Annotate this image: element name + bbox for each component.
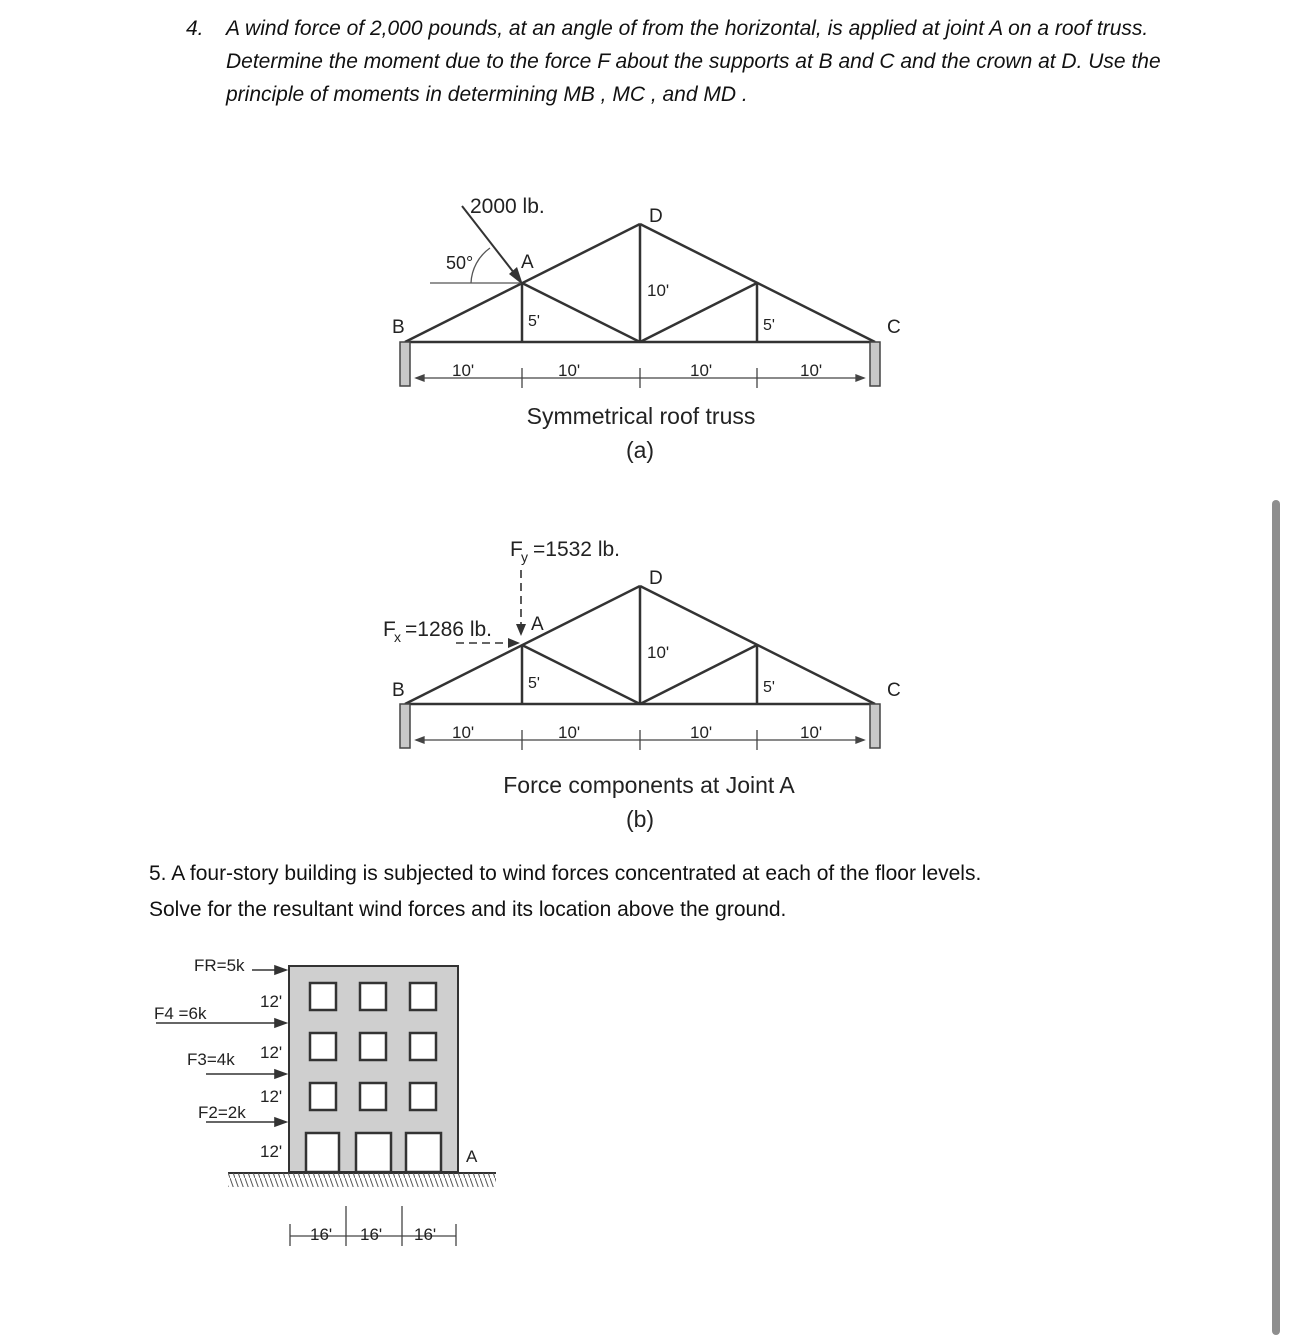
span-3-label: 10' (690, 361, 713, 380)
truss-figure-b (0, 480, 1290, 840)
problem-5-line-2: Solve for the resultant wind forces and its location above the ground. (149, 898, 787, 921)
fx-subscript: x (394, 629, 401, 645)
fy-symbol: F (510, 538, 523, 561)
height-5-left-label: 5' (528, 313, 540, 330)
story-3-label: 12' (260, 1087, 283, 1106)
joint-b-label-b: B (392, 680, 405, 701)
problem-5 (149, 856, 1149, 928)
height-5-right-label: 5' (763, 317, 775, 334)
problem-4-text: A wind force of 2,000 pounds, at an angle of from the horizontal, is applied at joint A on a roof truss. Determine the moment due to the force F about the supports at B and C and the crown at D. Use the principle of moments in determining MB , MC , and MD . (226, 17, 1161, 106)
joint-d-label-b: D (649, 568, 663, 589)
fy-subscript: y (521, 549, 528, 565)
caption-b: Force components at Joint A (503, 772, 795, 798)
joint-c-label-b: C (887, 680, 901, 701)
f2-label: F2=2k (198, 1103, 246, 1122)
f3-label: F3=4k (187, 1050, 235, 1069)
fx-label: =1286 lb. (405, 618, 492, 641)
caption-b-sub: (b) (625, 806, 655, 832)
joint-a-label-b: A (531, 614, 544, 635)
joint-a-label: A (521, 252, 534, 273)
angle-50-label: 50° (446, 253, 474, 273)
joint-d-label: D (649, 206, 663, 227)
problem-4-number: 4. (186, 17, 204, 40)
bay-1-label: 16' (310, 1225, 333, 1244)
caption-a-sub: (a) (625, 437, 655, 463)
joint-b-label: B (392, 317, 405, 338)
force-2000-label: 2000 lb. (470, 195, 545, 218)
story-2-label: 12' (260, 1043, 283, 1062)
story-4-label: 12' (260, 1142, 283, 1161)
fy-label: =1532 lb. (533, 538, 620, 561)
height-5-right-label-b: 5' (763, 679, 775, 696)
height-10-label: 10' (647, 281, 670, 300)
span-4-label-b: 10' (800, 723, 823, 742)
bay-3-label: 16' (414, 1225, 437, 1244)
story-1-label: 12' (260, 992, 283, 1011)
truss-figure-a (0, 0, 1290, 480)
fx-symbol: F (383, 618, 396, 641)
vertical-scrollbar[interactable] (1272, 500, 1280, 1335)
height-5-left-label-b: 5' (528, 675, 540, 692)
fr-label: FR=5k (194, 956, 245, 975)
caption-a: Symmetrical roof truss (526, 403, 756, 429)
joint-c-label: C (887, 317, 901, 338)
building-figure (0, 940, 600, 1260)
corner-a-label: A (466, 1147, 478, 1166)
f4-label: F4 =6k (154, 1004, 207, 1023)
span-1-label-b: 10' (452, 723, 475, 742)
bay-2-label: 16' (360, 1225, 383, 1244)
span-2-label: 10' (558, 361, 581, 380)
span-2-label-b: 10' (558, 723, 581, 742)
span-4-label: 10' (800, 361, 823, 380)
span-3-label-b: 10' (690, 723, 713, 742)
problem-5-line-1: 5. A four-story building is subjected to wind forces concentrated at each of the floor levels. (149, 862, 982, 885)
span-1-label: 10' (452, 361, 475, 380)
height-10-label-b: 10' (647, 643, 670, 662)
